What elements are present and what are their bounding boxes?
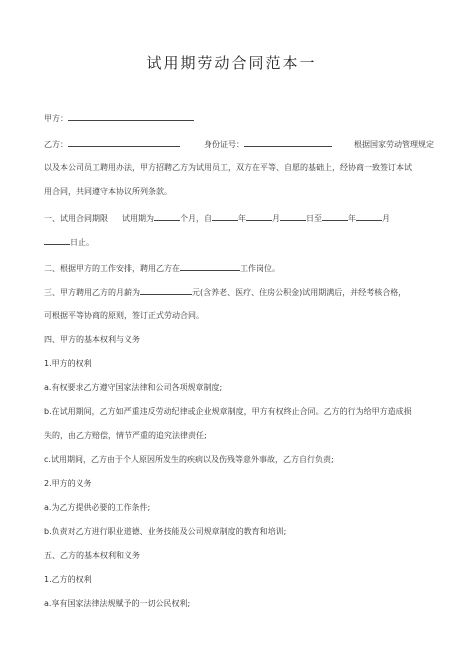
clause-5-heading: 五、乙方的基本权利和义务 xyxy=(44,551,140,560)
party-a-duties-heading: 2.甲方的义务 xyxy=(44,479,92,488)
clause-3-text-b: 元(含养老、医疗、住房公积金)试用期满后，并经考核合格， xyxy=(192,288,407,297)
clause-1-month: 月 xyxy=(272,214,280,223)
position-blank xyxy=(180,262,240,271)
months-blank xyxy=(154,212,180,221)
clause-3-text-a: 三、甲方聘用乙方的月薪为 xyxy=(44,288,140,297)
party-a-line xyxy=(44,112,424,124)
document-title: 试用期劳动合同范本一 xyxy=(146,54,317,72)
clause-1-line xyxy=(44,212,424,224)
party-b-blank xyxy=(68,138,180,147)
intro-text-2: 以及本公司员工聘用办法，甲方招聘乙方为试用员工，双方在平等、自愿的基础上，经协商一致签订本试 xyxy=(44,163,412,172)
party-b-right-a: a.享有国家法律法规赋予的一切公民权利; xyxy=(44,599,191,608)
party-a-right-b-1: b.在试用期间，乙方如严重违反劳动纪律或企业规章制度，甲方有权终止合同。乙方的行为给甲方造成损 xyxy=(44,407,412,416)
party-a-right-b-2: 失的，由乙方赔偿，情节严重的追究法律责任; xyxy=(44,431,207,440)
party-b-rights-heading: 1.乙方的权利 xyxy=(44,575,92,584)
clause-2-text-a: 二、根据甲方的工作安排，聘用乙方在 xyxy=(44,264,180,273)
clause-4-heading: 四、甲方的基本权利与义务 xyxy=(44,335,140,344)
party-a-right-c: c.试用期间，乙方由于个人原因所发生的疾病以及伤残等意外事故，乙方自行负责; xyxy=(44,455,334,464)
clause-1-text-a: 试用期为 xyxy=(122,214,154,223)
end-month-blank xyxy=(356,212,382,221)
salary-blank xyxy=(140,286,192,295)
id-number-label: 身份证号： xyxy=(204,140,244,149)
clause-2-line xyxy=(44,262,424,274)
clause-2-text-b: 工作岗位。 xyxy=(240,264,280,273)
intro-text-3: 用合同，共同遵守本协议所列条款。 xyxy=(44,187,172,196)
party-a-duty-a: a.为乙方提供必要的工作条件; xyxy=(44,503,151,512)
start-year-blank xyxy=(212,212,238,221)
party-a-label: 甲方： xyxy=(44,114,68,123)
start-day-blank xyxy=(280,212,306,221)
party-b-line xyxy=(44,138,434,150)
clause-1-year: 年 xyxy=(238,214,246,223)
party-a-blank xyxy=(68,112,194,121)
party-a-rights-heading: 1.甲方的权利 xyxy=(44,359,92,368)
clause-3-line xyxy=(44,286,424,298)
id-number-blank xyxy=(244,138,332,147)
clause-1-day-to: 日至 xyxy=(306,214,322,223)
clause-1-end-line xyxy=(44,236,424,248)
clause-1-month-2: 月 xyxy=(382,214,390,223)
clause-1-label: 一、试用合同期限 xyxy=(44,214,108,223)
party-a-duty-b: b.负责对乙方进行职业道德、业务技能及公司规章制度的教育和培训; xyxy=(44,527,287,536)
start-month-blank xyxy=(246,212,272,221)
clause-1-end: 日止。 xyxy=(70,238,94,247)
clause-3-text-c: 可根据平等协商的原则，签订正式劳动合同。 xyxy=(44,311,204,320)
party-a-right-a: a.有权要求乙方遵守国家法律和公司各项规章制度; xyxy=(44,383,223,392)
end-year-blank xyxy=(322,212,348,221)
end-day-blank xyxy=(44,236,70,245)
intro-text-1: 根据国家劳动管理规定 xyxy=(354,140,434,149)
clause-1-text-b: 个月，自 xyxy=(180,214,212,223)
clause-1-year-2: 年 xyxy=(348,214,356,223)
party-b-label: 乙方： xyxy=(44,140,68,149)
